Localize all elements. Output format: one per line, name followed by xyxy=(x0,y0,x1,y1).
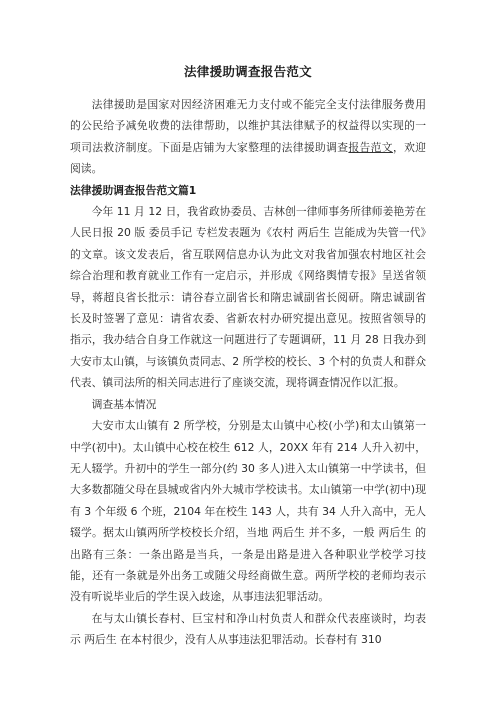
body-paragraph-3: 在与太山镇长春村、巨宝村和净山村负责人和群众代表座谈时，均表示 两后生 在本村很少，没有人从事违法犯罪活动。长春村有 310 xyxy=(70,611,426,647)
section-heading: 法律援助调查报告范文篇1 xyxy=(70,183,197,197)
report-sample-link[interactable]: 报告范文 xyxy=(348,140,393,154)
subsection-heading: 调查基本情况 xyxy=(91,397,157,411)
body-paragraph-1: 今年 11 月 12 日，我省政协委员、吉林创一律师事务所律师姜艳芳在人民日报 20 版 委员手记 专栏发表题为《农村 两后生 岂能成为失管一代》的文章。该文发表后，省互联网信息办认为此文对我省加强农村地区社会综合治理和教育就业工作有一定启示，并形成《网络舆情专报》呈送省领导，蒋超良省长批示：请谷春立副省长和隋忠诚副省长阅研。隋忠诚副省长及时签署了意见：请省农委、省新农村办研究提出意见。按照省领导的指示，我办结合自身工作就这一问题进行了专题调研，11 月 28 日我办到大安市太山镇，与该镇负责同志、2 所学校的校长、3 个村的负责人和群众代表、镇司法所的相关同志进行了座谈交流，现将调查情况作以汇报。 xyxy=(70,205,426,390)
body-paragraph-2: 大安市太山镇有 2 所学校，分别是太山镇中心校(小学)和太山镇第一中学(初中)。太山镇中心校在校生 612 人，20XX 年有 214 人升入初中，无人辍学。升初中的学生一部分(约 30 多人)进入太山镇第一中学读书，但大多数都随父母在县城或省内外大城市学校读书。太山镇第一中学(初中)现有 3 个年级 6 个班，2104 年在校生 143 人，共有 34 人升入高中，无人辍学。据太山镇两所学校校长介绍，当地 两后生 并不多，一般 两后生 的出路有三条：一条出路是当兵，一条是出路是进入各种职业学校学习技能，还有一条就是外出务工或随父母经商做生意。两所学校的老师均表示没有听说毕业后的学生误入歧途，从事违法犯罪活动。 xyxy=(70,419,426,604)
intro-text-end: ，欢迎阅读。 xyxy=(70,140,427,176)
document-body xyxy=(70,94,426,651)
intro-paragraph xyxy=(70,94,426,180)
intro-text: 法律援助是国家对因经济困难无力支付或不能完全支付法律服务费用的公民给予减免收费的法律帮助，以维护其法律赋予的权益得以实现的一项司法救济制度。下面是店铺为大家整理的法律援助调查 xyxy=(70,98,426,154)
document-title: 法律援助调查报告范文 xyxy=(183,64,312,79)
